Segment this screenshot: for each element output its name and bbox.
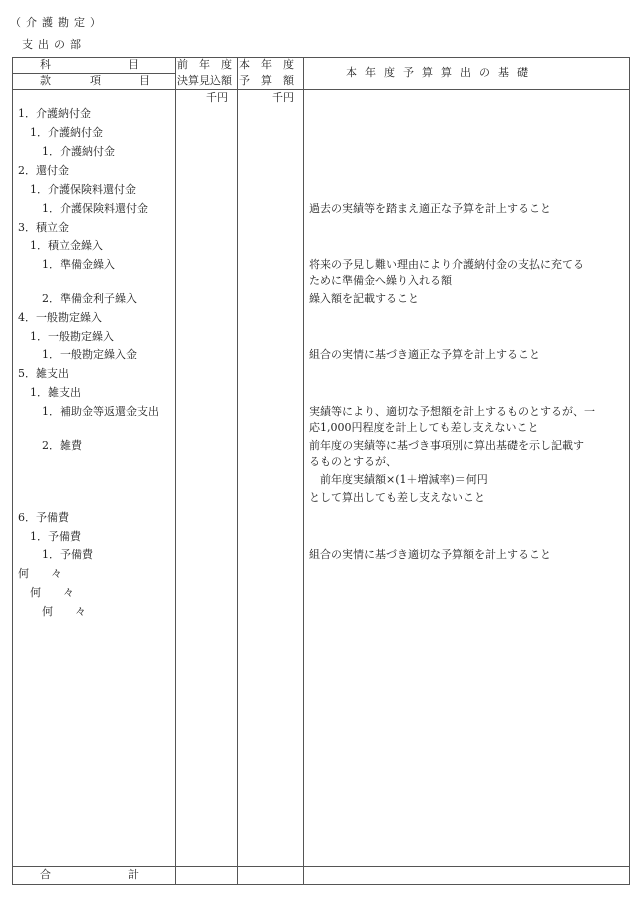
item-label: 3．積立金 [18,221,69,234]
item-label: 1．積立金繰入 [30,239,103,252]
basis-note: 繰入額を記載すること [309,292,419,305]
table-border-bottom [12,884,630,885]
basis-note: 前年度実績額×(1＋増減率)＝何円 [309,473,488,486]
header-kou: 項 [90,74,101,87]
section-title: （介護勘定） [10,16,106,29]
basis-note: 前年度の実績等に基づき事項別に算出基礎を示し記載す [309,439,584,452]
item-label: 2．雑費 [42,439,82,452]
item-label: 1．介護保険料還付金 [42,202,148,215]
basis-note: ために準備金へ繰り入れる額 [309,274,452,287]
item-label: 1．補助金等返還金支出 [42,405,159,418]
basis-note: 過去の実績等を踏まえ適正な予算を計上すること [309,202,551,215]
item-label: 5．雑支出 [18,367,69,380]
header-divider [12,89,630,90]
item-label: 1．予備費 [30,530,81,543]
header-prev-estimate: 決算見込額 [177,74,232,87]
item-label: 1．介護納付金 [18,107,91,120]
header-moku: 目 [139,74,150,87]
item-label: 1．一般勘定繰入 [30,330,114,343]
item-label: 1．予備費 [42,548,93,561]
header-kan: 款 [40,74,51,87]
item-label: 1．介護納付金 [30,126,103,139]
unit-prev: 千円 [206,91,228,104]
basis-note: 組合の実情に基づき適正な予算を計上すること [309,348,540,361]
unit-this: 千円 [272,91,294,104]
basis-note: 将来の予見し難い理由により介護納付金の支払に充てる [309,258,584,271]
item-label: 1．準備金繰入 [42,258,115,271]
header-prev-year: 前 年 度 [177,58,232,71]
basis-note: るものとするが、 [309,455,397,468]
header-basis: 本年度予算算出の基礎 [346,66,536,79]
item-label: 何 々 [18,567,62,580]
item-label: 1．一般勘定繰入金 [42,348,137,361]
column-divider [303,57,304,885]
total-divider [12,866,630,867]
basis-note: 実績等により、適切な予想額を計上するものとするが、一 [309,405,595,418]
subsection-title: 支出の部 [22,38,86,51]
item-label: 1．介護保険料還付金 [30,183,136,196]
item-label: 4．一般勘定繰入 [18,311,102,324]
basis-note: 応1,000円程度を計上しても差し支えないこと [309,421,539,434]
total-label: 合 計 [40,868,139,881]
item-label: 1．雑支出 [30,386,81,399]
header-this-year: 本 年 度 [239,58,294,71]
header-subject: 科 目 [40,58,139,71]
item-label: 1．介護納付金 [42,145,115,158]
table-border-left [12,57,13,885]
header-this-budget: 予 算 額 [239,74,294,87]
column-divider [237,57,238,885]
column-divider [175,57,176,885]
item-label: 何 々 [42,605,86,618]
basis-note: として算出しても差し支えないこと [309,491,485,504]
item-label: 6．予備費 [18,511,69,524]
item-label: 2．還付金 [18,164,69,177]
item-label: 2．準備金利子繰入 [42,292,137,305]
basis-note: 組合の実情に基づき適切な予算額を計上すること [309,548,551,561]
item-label: 何 々 [30,586,74,599]
